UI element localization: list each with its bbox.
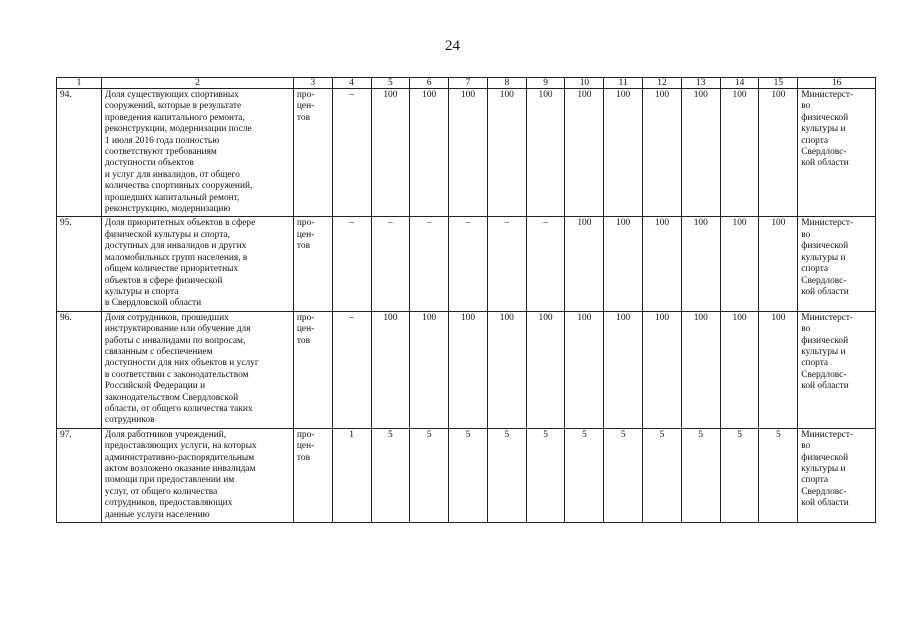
table-row bbox=[57, 311, 876, 428]
row-number: 97. bbox=[57, 428, 102, 522]
column-header: 10 bbox=[565, 78, 604, 89]
value-cell: 100 bbox=[759, 311, 798, 428]
value-cell: 5 bbox=[759, 428, 798, 522]
responsible-cell: Министерст- во физической культуры и спорта Свердловс- кой области bbox=[798, 428, 876, 522]
value-cell: 5 bbox=[526, 428, 565, 522]
value-cell: 100 bbox=[449, 89, 488, 217]
table-body bbox=[57, 89, 876, 523]
value-cell: 100 bbox=[371, 311, 410, 428]
value-cell: – bbox=[332, 89, 371, 217]
value-cell: 5 bbox=[487, 428, 526, 522]
responsible-cell: Министерст- во физической культуры и спорта Свердловс- кой области bbox=[798, 89, 876, 217]
value-cell: 5 bbox=[681, 428, 720, 522]
value-cell: 100 bbox=[604, 217, 643, 311]
indicators-table bbox=[56, 77, 876, 523]
column-header: 13 bbox=[681, 78, 720, 89]
column-header: 11 bbox=[604, 78, 643, 89]
page-number: 24 bbox=[445, 38, 460, 54]
value-cell: 100 bbox=[487, 89, 526, 217]
table-row bbox=[57, 89, 876, 217]
value-cell: 100 bbox=[759, 89, 798, 217]
column-header: 5 bbox=[371, 78, 410, 89]
column-header: 6 bbox=[410, 78, 449, 89]
column-header: 15 bbox=[759, 78, 798, 89]
value-cell: 100 bbox=[487, 311, 526, 428]
column-header: 12 bbox=[643, 78, 682, 89]
value-cell: 100 bbox=[371, 89, 410, 217]
value-cell: 100 bbox=[643, 89, 682, 217]
value-cell: 100 bbox=[604, 311, 643, 428]
column-header: 1 bbox=[57, 78, 102, 89]
value-cell: 100 bbox=[526, 311, 565, 428]
value-cell: 100 bbox=[681, 89, 720, 217]
value-cell: 5 bbox=[565, 428, 604, 522]
indicator-name: Доля существующих спортивных сооружений, которые в результате проведения капитального ремонта, реконструкции, модернизации после 1 июля 2016 года полностью соответствуют требованиям доступности объектов и услуг для инвалидов, от общего количества спортивных сооружений, прошедших капитальный ремонт, реконструкцию, модернизацию bbox=[101, 89, 293, 217]
header-row bbox=[57, 78, 876, 89]
value-cell: 100 bbox=[643, 217, 682, 311]
value-cell: 100 bbox=[565, 217, 604, 311]
column-header: 2 bbox=[101, 78, 293, 89]
value-cell: – bbox=[449, 217, 488, 311]
responsible-cell: Министерст- во физической культуры и спорта Свердловс- кой области bbox=[798, 217, 876, 311]
value-cell: 100 bbox=[759, 217, 798, 311]
value-cell: 100 bbox=[720, 89, 759, 217]
unit-cell: про- цен- тов bbox=[293, 217, 332, 311]
value-cell: – bbox=[332, 217, 371, 311]
indicator-name: Доля приоритетных объектов в сфере физической культуры и спорта, доступных для инвалидов и других маломобильных групп населения, в общем количестве приоритетных объектов в сфере физической культуры и спорта в Свердловской области bbox=[101, 217, 293, 311]
row-number: 94. bbox=[57, 89, 102, 217]
value-cell: 100 bbox=[720, 311, 759, 428]
value-cell: 100 bbox=[410, 89, 449, 217]
row-number: 96. bbox=[57, 311, 102, 428]
value-cell: 5 bbox=[410, 428, 449, 522]
indicator-name: Доля сотрудников, прошедших инструктирование или обучение для работы с инвалидами по вопросам, связанным с обеспечением доступности для них объектов и услуг в соответствии с законодательством Российской Федерации и законодательством Свердловской области, от общего количества таких сотрудников bbox=[101, 311, 293, 428]
unit-cell: про- цен- тов bbox=[293, 311, 332, 428]
table-row bbox=[57, 217, 876, 311]
value-cell: 100 bbox=[681, 311, 720, 428]
value-cell: 100 bbox=[526, 89, 565, 217]
value-cell: 100 bbox=[565, 311, 604, 428]
column-header: 3 bbox=[293, 78, 332, 89]
value-cell: 100 bbox=[604, 89, 643, 217]
column-header: 9 bbox=[526, 78, 565, 89]
value-cell: – bbox=[371, 217, 410, 311]
unit-cell: про- цен- тов bbox=[293, 428, 332, 522]
value-cell: 5 bbox=[643, 428, 682, 522]
value-cell: 100 bbox=[681, 217, 720, 311]
column-header: 8 bbox=[487, 78, 526, 89]
value-cell: 5 bbox=[720, 428, 759, 522]
value-cell: 100 bbox=[449, 311, 488, 428]
indicator-name: Доля работников учреждений, предоставляющих услуги, на которых административно-распорядительным актом возложено оказание инвалидам помощи при предоставлении им услуг, от общего количества сотрудников, предоставляющих данные услуги населению bbox=[101, 428, 293, 522]
value-cell: 5 bbox=[449, 428, 488, 522]
value-cell: – bbox=[410, 217, 449, 311]
column-header: 14 bbox=[720, 78, 759, 89]
responsible-cell: Министерст- во физической культуры и спорта Свердловс- кой области bbox=[798, 311, 876, 428]
row-number: 95. bbox=[57, 217, 102, 311]
column-header: 4 bbox=[332, 78, 371, 89]
value-cell: 100 bbox=[643, 311, 682, 428]
value-cell: – bbox=[332, 311, 371, 428]
column-header: 7 bbox=[449, 78, 488, 89]
value-cell: 1 bbox=[332, 428, 371, 522]
value-cell: 100 bbox=[410, 311, 449, 428]
table-row bbox=[57, 428, 876, 522]
column-header: 16 bbox=[798, 78, 876, 89]
value-cell: 5 bbox=[371, 428, 410, 522]
value-cell: – bbox=[526, 217, 565, 311]
value-cell: 100 bbox=[720, 217, 759, 311]
value-cell: 5 bbox=[604, 428, 643, 522]
value-cell: 100 bbox=[565, 89, 604, 217]
unit-cell: про- цен- тов bbox=[293, 89, 332, 217]
value-cell: – bbox=[487, 217, 526, 311]
